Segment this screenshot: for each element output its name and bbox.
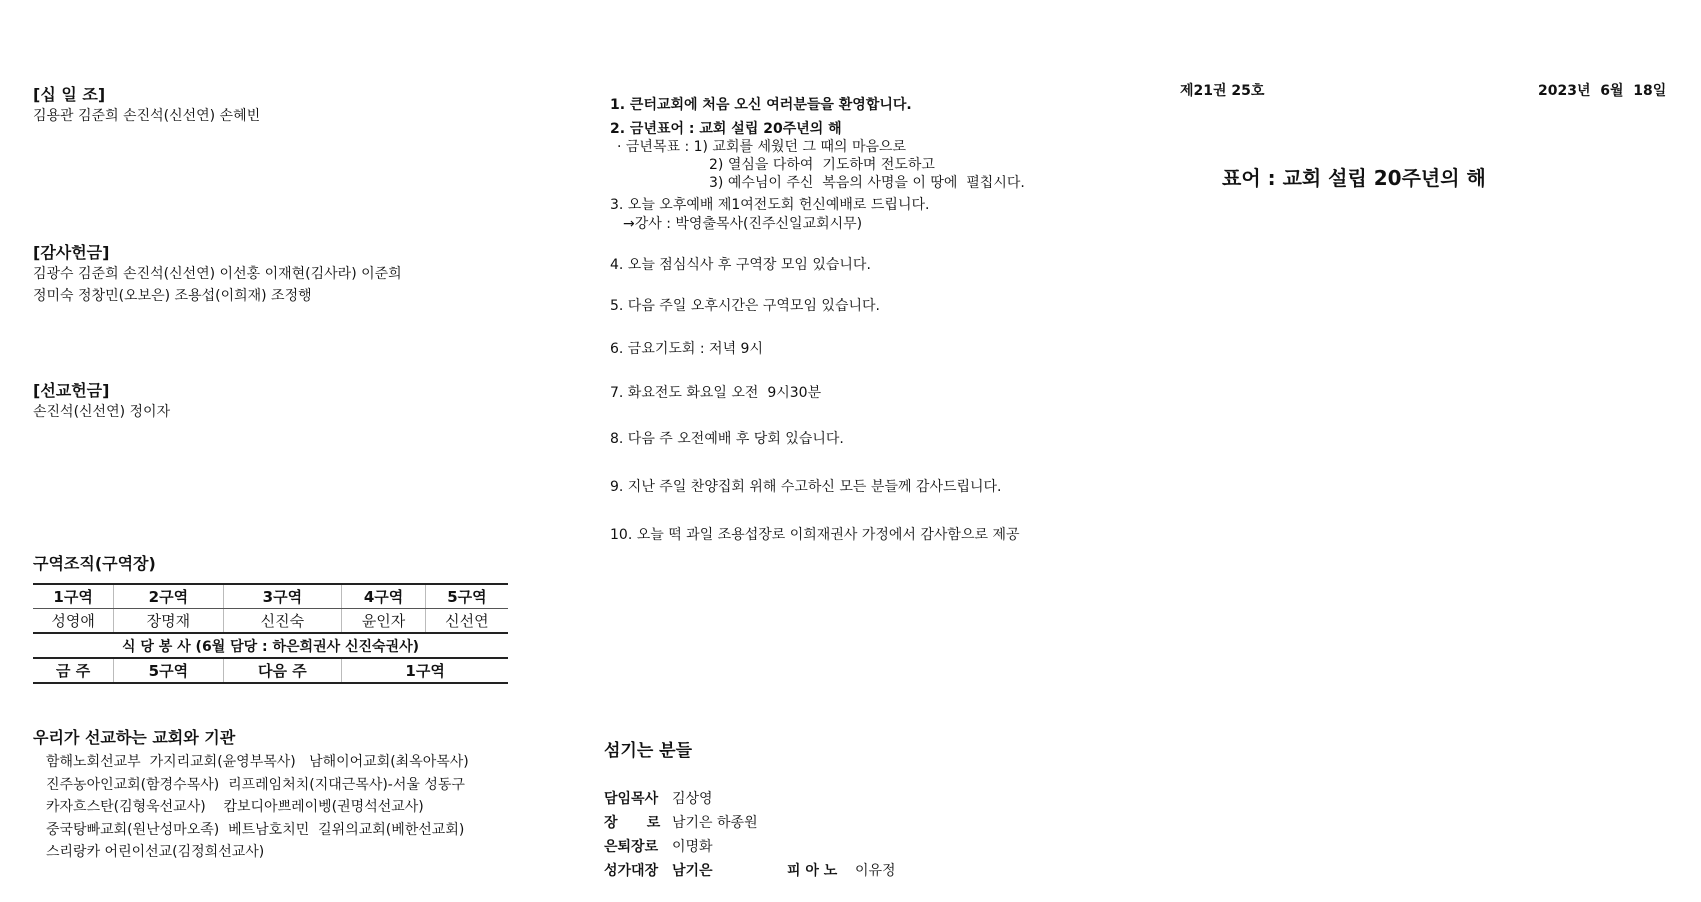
meal-week-row — [33, 658, 508, 683]
district-name: 5구역 — [425, 584, 508, 609]
districts-heading: 구역조직(구역장) — [33, 554, 156, 573]
district-leader: 신선연 — [425, 609, 508, 634]
district-leader: 윤인자 — [342, 609, 426, 634]
district-name: 2구역 — [114, 584, 223, 609]
retired-elder-value: 이명화 — [672, 839, 713, 855]
tithe-heading: [십 일 조] — [33, 85, 106, 104]
announcement-3: 3. 오늘 오후예배 제1여전도회 헌신예배로 드립니다. — [610, 197, 930, 213]
district-leader: 성영애 — [33, 609, 114, 634]
district-name: 4구역 — [342, 584, 426, 609]
missions-line-3: 카자흐스탄(김형욱선교사) 캄보디아쁘레이벵(권명석선교사) — [46, 799, 424, 815]
mission-offering-heading: [선교헌금] — [33, 381, 110, 400]
meal-service: 식 당 봉 사 (6월 담당 : 하은희권사 신진숙권사) — [33, 633, 508, 658]
thanks-offering-heading: [감사헌금] — [33, 243, 110, 262]
issue-date: 2023년 6월 18일 — [1538, 83, 1667, 99]
next-week-value: 1구역 — [342, 658, 508, 683]
missions-heading: 우리가 선교하는 교회와 기관 — [33, 728, 236, 747]
this-week-value: 5구역 — [114, 658, 223, 683]
this-week-label: 금 주 — [33, 658, 114, 683]
piano-value: 이유정 — [855, 863, 896, 879]
announcement-5: 5. 다음 주일 오후시간은 구역모임 있습니다. — [610, 298, 880, 314]
thanks-offering-line-2: 정미숙 정창민(오보은) 조용섭(이희재) 조정행 — [33, 288, 312, 304]
missions-line-4: 중국탕빠교회(원난성마오족) 베트남호치민 길위의교회(베한선교회) — [46, 822, 465, 838]
tithe-names: 김용관 김준희 손진석(신선연) 손혜빈 — [33, 108, 261, 124]
piano-label: 피 아 노 — [787, 863, 838, 879]
district-name: 3구역 — [223, 584, 342, 609]
announcement-7: 7. 화요전도 화요일 오전 9시30분 — [610, 385, 822, 401]
elder-label: 장 로 — [604, 815, 661, 831]
district-name-row — [33, 584, 508, 609]
district-name: 1구역 — [33, 584, 114, 609]
choir-leader-label: 성가대장 — [604, 863, 659, 879]
announcement-1: 1. 큰터교회에 처음 오신 여러분들을 환영합니다. — [610, 97, 912, 113]
district-leader: 장명재 — [114, 609, 223, 634]
elder-value: 남기은 하종원 — [672, 815, 758, 831]
announcement-2-goal-1: · 금년목표 : 1) 교회를 세웠던 그 때의 마음으로 — [617, 139, 907, 155]
choir-leader-value: 남기은 — [672, 863, 713, 879]
announcement-2-goal-3: 3) 예수님이 주신 복음의 사명을 이 땅에 펼칩시다. — [709, 175, 1025, 191]
mission-offering-names: 손진석(신선연) 정이자 — [33, 404, 171, 420]
announcement-4: 4. 오늘 점심식사 후 구역장 모임 있습니다. — [610, 257, 871, 273]
announcement-9: 9. 지난 주일 찬양집회 위해 수고하신 모든 분들께 감사드립니다. — [610, 479, 1002, 495]
issue-number: 제21권 25호 — [1180, 83, 1265, 99]
district-leader-row — [33, 609, 508, 634]
announcement-10: 10. 오늘 떡 과일 조용섭장로 이희재권사 가정에서 감사함으로 제공 — [610, 527, 1020, 543]
meal-service-row — [33, 633, 508, 658]
district-table — [33, 583, 508, 684]
announcement-2-goal-2: 2) 열심을 다하여 기도하며 전도하고 — [709, 157, 935, 173]
announcement-3-speaker: →강사 : 박영출목사(진주신일교회시무) — [623, 216, 863, 232]
announcement-6: 6. 금요기도회 : 저녁 9시 — [610, 341, 763, 357]
announcement-8: 8. 다음 주 오전예배 후 당회 있습니다. — [610, 431, 844, 447]
thanks-offering-line-1: 김광수 김준희 손진석(신선연) 이선홍 이재현(김사라) 이준희 — [33, 266, 402, 282]
missions-line-2: 진주농아인교회(함경수목사) 리프레임처치(지대근목사)-서울 성동구 — [46, 777, 465, 793]
missions-line-1: 함해노회선교부 가지리교회(윤영부목사) 남해이어교회(최옥아목사) — [46, 754, 469, 770]
retired-elder-label: 은퇴장로 — [604, 839, 659, 855]
servants-heading: 섬기는 분들 — [604, 741, 693, 761]
district-leader: 신진숙 — [223, 609, 342, 634]
next-week-label: 다음 주 — [223, 658, 342, 683]
announcement-2: 2. 금년표어 : 교회 설립 20주년의 해 — [610, 121, 842, 137]
pastor-label: 담임목사 — [604, 791, 659, 807]
missions-line-5: 스리랑카 어린이선교(김정희선교사) — [46, 844, 265, 860]
pastor-value: 김상영 — [672, 791, 713, 807]
year-motto: 표어 : 교회 설립 20주년의 해 — [1222, 166, 1486, 190]
